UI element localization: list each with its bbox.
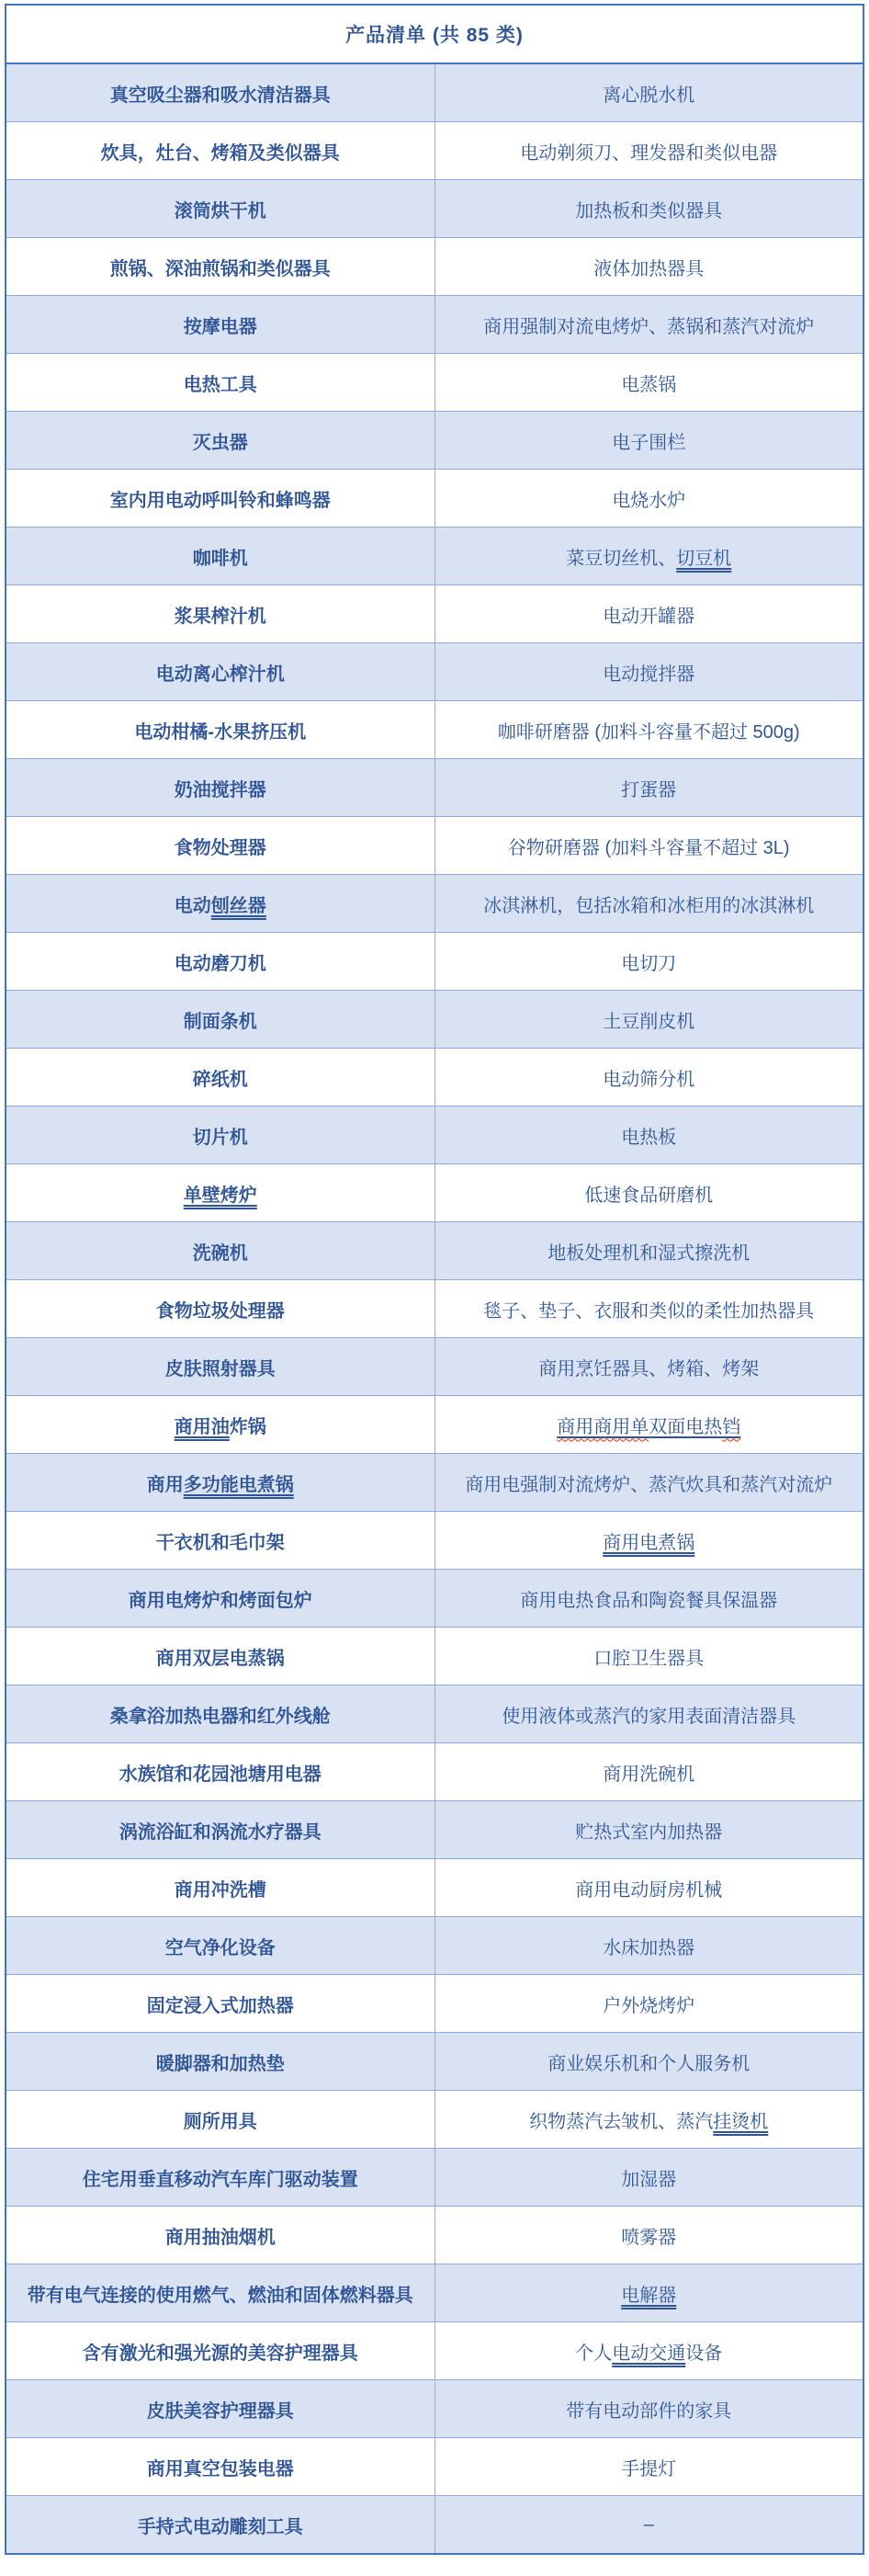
category-cell: [6, 354, 434, 412]
category-cell: [6, 1222, 434, 1280]
cell-text: 液体加热器具: [593, 258, 705, 279]
table-row: [6, 701, 863, 759]
table-row: [6, 1570, 863, 1628]
link-text[interactable]: 电动交通: [612, 2343, 686, 2364]
product-cell: [434, 1164, 863, 1222]
cell-text: 浆果榨汁机: [174, 606, 266, 627]
cell-text: 加湿器: [621, 2169, 677, 2190]
category-cell: [6, 1164, 434, 1222]
cell-text: 碎纸机: [192, 1069, 248, 1090]
table-row: [6, 296, 863, 354]
cell-text: 按摩电器: [183, 316, 257, 337]
cell-text: 涡流浴缸和涡流水疗器具: [118, 1821, 322, 1843]
table-row: [6, 1743, 863, 1801]
category-cell: [6, 1628, 434, 1685]
link-text[interactable]: 商用油: [174, 1416, 230, 1437]
product-cell: [434, 2496, 863, 2555]
table-row: [6, 2496, 863, 2555]
table-row: [6, 1280, 863, 1338]
product-cell: [434, 1859, 863, 1917]
cell-text: 电蒸锅: [621, 374, 677, 395]
cell-text: 厕所用具: [183, 2111, 257, 2132]
category-cell: [6, 1917, 434, 1975]
product-cell: [434, 1512, 863, 1570]
cell-text: 制面条机: [183, 1011, 257, 1032]
cell-text: 空气净化设备: [164, 1937, 276, 1958]
cell-text: 电热板: [621, 1127, 677, 1148]
table-row: [6, 1801, 863, 1859]
cell-text: 含有激光和强光源的美容护理器具: [82, 2343, 358, 2364]
link-text[interactable]: [557, 1417, 649, 1437]
cell-text: 手提灯: [621, 2458, 677, 2480]
table-row: [6, 238, 863, 296]
table-row: [6, 1512, 863, 1570]
table-row: [6, 1454, 863, 1512]
category-cell: [6, 2091, 434, 2149]
spellcheck-wavy-text[interactable]: 商用商用单: [557, 1416, 649, 1437]
cell-text: 水族馆和花园池塘用电器: [118, 1764, 322, 1785]
link-text[interactable]: 电解器: [621, 2285, 677, 2306]
category-cell: [6, 528, 434, 585]
product-cell: [434, 2438, 863, 2496]
cell-text: 低速食品研磨机: [584, 1185, 714, 1206]
cell-text: 桑拿浴加热电器和红外线舱: [109, 1706, 331, 1727]
product-cell: [434, 2264, 863, 2322]
title-row: [6, 5, 863, 63]
product-cell: [434, 2149, 863, 2207]
link-text[interactable]: 多功能电煮锅: [183, 1474, 294, 1495]
link-text[interactable]: 双面电热: [649, 1416, 723, 1437]
product-cell: [434, 180, 863, 238]
table-row: [6, 1628, 863, 1685]
product-cell: [434, 1454, 863, 1512]
cell-text: 商用烹饪器具、烤箱、烤架: [538, 1358, 760, 1379]
cell-text: 电烧水炉: [612, 490, 686, 511]
category-cell: [6, 1454, 434, 1512]
cell-text: 电动筛分机: [603, 1069, 695, 1090]
table-row: [6, 1396, 863, 1454]
category-cell: [6, 2438, 434, 2496]
table-row: [6, 63, 863, 122]
product-cell: [434, 2322, 863, 2380]
product-cell: [434, 1338, 863, 1396]
cell-text: 加热板和类似器具: [575, 200, 723, 221]
category-cell: [6, 875, 434, 933]
table-row: [6, 1338, 863, 1396]
category-cell: [6, 1801, 434, 1859]
table-row: [6, 1164, 863, 1222]
product-cell: [434, 1222, 863, 1280]
cell-text: 商用电强制对流烤炉、蒸汽炊具和蒸汽对流炉: [465, 1474, 833, 1495]
cell-text: 滚筒烘干机: [174, 200, 266, 221]
product-cell: [434, 412, 863, 470]
category-cell: [6, 470, 434, 528]
category-cell: [6, 180, 434, 238]
cell-text: 炸锅: [229, 1416, 266, 1437]
table-row: [6, 759, 863, 817]
category-cell: [6, 1975, 434, 2033]
table-row: [6, 1975, 863, 2033]
cell-text: 电子围栏: [612, 432, 686, 453]
product-cell: [434, 1049, 863, 1106]
table-title: 产品清单 (共 85 类): [6, 5, 863, 63]
cell-text: 口腔卫生器具: [593, 1648, 705, 1669]
category-cell: [6, 296, 434, 354]
cell-text: 水床加热器: [603, 1937, 695, 1958]
cell-text: 咖啡机: [192, 548, 248, 569]
table-row: [6, 991, 863, 1049]
category-cell: [6, 1743, 434, 1801]
cell-text: 喷雾器: [621, 2227, 677, 2248]
table-row: [6, 2264, 863, 2322]
product-cell: [434, 759, 863, 817]
table-row: [6, 2207, 863, 2264]
cell-text: 打蛋器: [621, 779, 677, 800]
cell-text: 电动搅拌器: [603, 664, 695, 685]
product-cell: [434, 470, 863, 528]
product-cell: [434, 63, 863, 122]
cell-text: 电动磨刀机: [174, 953, 266, 974]
category-cell: [6, 122, 434, 180]
cell-text: 商用洗碗机: [603, 1764, 695, 1785]
category-cell: [6, 1512, 434, 1570]
cell-text: 商用电动厨房机械: [575, 1879, 723, 1901]
cell-text: 商用电烤炉和烤面包炉: [128, 1590, 312, 1611]
category-cell: [6, 2149, 434, 2207]
product-cell: [434, 2033, 863, 2091]
cell-text: 煎锅、深油煎锅和类似器具: [109, 258, 331, 279]
cell-text: 洗碗机: [192, 1243, 248, 1264]
category-cell: [6, 759, 434, 817]
cell-text: 冰淇淋机，包括冰箱和冰柜用的冰淇淋机: [483, 895, 815, 916]
product-cell: [434, 2380, 863, 2438]
table-row: [6, 2091, 863, 2149]
category-cell: [6, 2322, 434, 2380]
cell-text: 食物垃圾处理器: [155, 1300, 285, 1322]
cell-text: 商用双层电蒸锅: [155, 1648, 285, 1669]
category-cell: [6, 817, 434, 875]
category-cell: [6, 1685, 434, 1743]
cell-text: 奶油搅拌器: [174, 779, 266, 800]
cell-text: 商用冲洗槽: [174, 1879, 266, 1901]
product-cell: [434, 817, 863, 875]
category-cell: [6, 1338, 434, 1396]
product-cell: [434, 1743, 863, 1801]
cell-text: 炊具，灶台、烤箱及类似器具: [100, 142, 340, 164]
cell-text: 电动: [174, 895, 211, 916]
cell-text: 固定浸入式加热器: [146, 1995, 294, 2016]
product-cell: [434, 1801, 863, 1859]
product-cell: [434, 1975, 863, 2033]
product-cell: [434, 585, 863, 643]
product-cell: [434, 122, 863, 180]
cell-text: 电动柑橘-水果挤压机: [134, 721, 307, 743]
table-row: [6, 2438, 863, 2496]
product-cell: [434, 1685, 863, 1743]
cell-text: 商用: [146, 1474, 184, 1495]
cell-text: 贮热式室内加热器: [575, 1821, 723, 1843]
category-cell: [6, 2264, 434, 2322]
category-cell: [6, 238, 434, 296]
table-row: [6, 2033, 863, 2091]
cell-text: 食物处理器: [174, 837, 266, 858]
link-text[interactable]: 单壁烤炉: [183, 1185, 257, 1206]
table-row: [6, 412, 863, 470]
table-row: [6, 585, 863, 643]
table-row: [6, 180, 863, 238]
category-cell: [6, 412, 434, 470]
product-cell: [434, 354, 863, 412]
table-row: [6, 817, 863, 875]
product-cell: [434, 1628, 863, 1685]
category-cell: [6, 2380, 434, 2438]
category-cell: [6, 1570, 434, 1628]
table-header: [6, 5, 863, 63]
cell-text: 商用真空包装电器: [146, 2458, 294, 2480]
table-row: [6, 875, 863, 933]
product-cell: [434, 1917, 863, 1975]
product-cell: [434, 1280, 863, 1338]
table-row: [6, 1859, 863, 1917]
table-row: [6, 643, 863, 701]
product-cell: [434, 296, 863, 354]
cell-text: 离心脱水机: [603, 85, 695, 106]
cell-text: 电切刀: [621, 953, 677, 974]
cell-text: 土豆削皮机: [603, 1011, 695, 1032]
table-row: [6, 528, 863, 585]
product-cell: [434, 643, 863, 701]
cell-text: 带有电动部件的家具: [566, 2400, 732, 2422]
link-text[interactable]: 挂烫机: [713, 2111, 769, 2132]
link-text[interactable]: [722, 1417, 740, 1437]
table-body: [6, 63, 863, 2554]
product-cell: [434, 2091, 863, 2149]
category-cell: [6, 991, 434, 1049]
product-cell: [434, 701, 863, 759]
cell-text: 灭虫器: [192, 432, 248, 453]
cell-text: 商业娱乐机和个人服务机: [547, 2053, 750, 2074]
table-row: [6, 1917, 863, 1975]
cell-text: 切片机: [192, 1127, 248, 1148]
product-cell: [434, 238, 863, 296]
cell-text: 住宅用垂直移动汽车库门驱动装置: [82, 2169, 358, 2190]
cell-text: 咖啡研磨器 (加料斗容量不超过 500g): [497, 721, 800, 743]
link-text[interactable]: 刨丝器: [210, 895, 266, 916]
table-row: [6, 2322, 863, 2380]
table-row: [6, 2149, 863, 2207]
cell-text: 商用强制对流电烤炉、蒸锅和蒸汽对流炉: [483, 316, 815, 337]
link-text[interactable]: 商用电煮锅: [603, 1532, 695, 1553]
category-cell: [6, 585, 434, 643]
cell-text: 皮肤美容护理器具: [146, 2400, 294, 2422]
table-row: [6, 470, 863, 528]
cell-text: 菜豆切丝机、: [566, 548, 677, 569]
category-cell: [6, 2207, 434, 2264]
cell-text: 皮肤照射器具: [164, 1358, 276, 1379]
product-cell: [434, 933, 863, 991]
category-cell: [6, 2033, 434, 2091]
category-cell: [6, 701, 434, 759]
category-cell: [6, 2496, 434, 2555]
product-cell: [434, 1396, 863, 1454]
category-cell: [6, 63, 434, 122]
category-cell: [6, 1280, 434, 1338]
table-row: [6, 933, 863, 991]
table-row: [6, 122, 863, 180]
category-cell: [6, 1049, 434, 1106]
cell-text: 地板处理机和湿式擦洗机: [547, 1243, 750, 1264]
product-cell: [434, 991, 863, 1049]
product-cell: [434, 2207, 863, 2264]
category-cell: [6, 1859, 434, 1917]
table-row: [6, 354, 863, 412]
cell-text: 商用电热食品和陶瓷餐具保温器: [520, 1590, 778, 1611]
cell-text: 个人: [575, 2343, 613, 2364]
product-cell: [434, 1570, 863, 1628]
cell-text: 使用液体或蒸汽的家用表面清洁器具: [502, 1706, 796, 1727]
category-cell: [6, 933, 434, 991]
product-cell: [434, 1106, 863, 1164]
link-text[interactable]: 切豆机: [676, 548, 732, 569]
cell-text: 电热工具: [183, 374, 257, 395]
table-row: [6, 1049, 863, 1106]
table-row: [6, 2380, 863, 2438]
cell-text: 织物蒸汽去皱机、蒸汽: [529, 2111, 714, 2132]
product-cell: [434, 875, 863, 933]
cell-text: 谷物研磨器 (加料斗容量不超过 3L): [507, 837, 790, 858]
table-row: [6, 1685, 863, 1743]
category-cell: [6, 643, 434, 701]
cell-text: 电动离心榨汁机: [155, 664, 285, 685]
cell-text: 电动开罐器: [603, 606, 695, 627]
cell-text: 商用抽油烟机: [164, 2227, 276, 2248]
cell-text: 暖脚器和加热垫: [155, 2053, 285, 2074]
cell-text: 毯子、垫子、衣服和类似的柔性加热器具: [483, 1300, 815, 1322]
cell-text: –: [643, 2514, 654, 2535]
table-row: [6, 1106, 863, 1164]
cell-text: 设备: [685, 2343, 723, 2364]
cell-text: 室内用电动呼叫铃和蜂鸣器: [109, 490, 331, 511]
cell-text: 电动剃须刀、理发器和类似电器: [520, 142, 778, 164]
category-cell: [6, 1396, 434, 1454]
spellcheck-wavy-text[interactable]: 铛: [722, 1416, 741, 1437]
table-row: [6, 1222, 863, 1280]
category-cell: [6, 1106, 434, 1164]
cell-text: 手持式电动雕刻工具: [137, 2516, 303, 2537]
product-table: [5, 4, 864, 2555]
cell-text: 户外烧烤炉: [603, 1995, 695, 2016]
cell-text: 干衣机和毛巾架: [155, 1532, 285, 1553]
cell-text: 带有电气连接的使用燃气、燃油和固体燃料器具: [27, 2285, 413, 2306]
cell-text: 真空吸尘器和吸水清洁器具: [109, 85, 331, 106]
product-cell: [434, 528, 863, 585]
